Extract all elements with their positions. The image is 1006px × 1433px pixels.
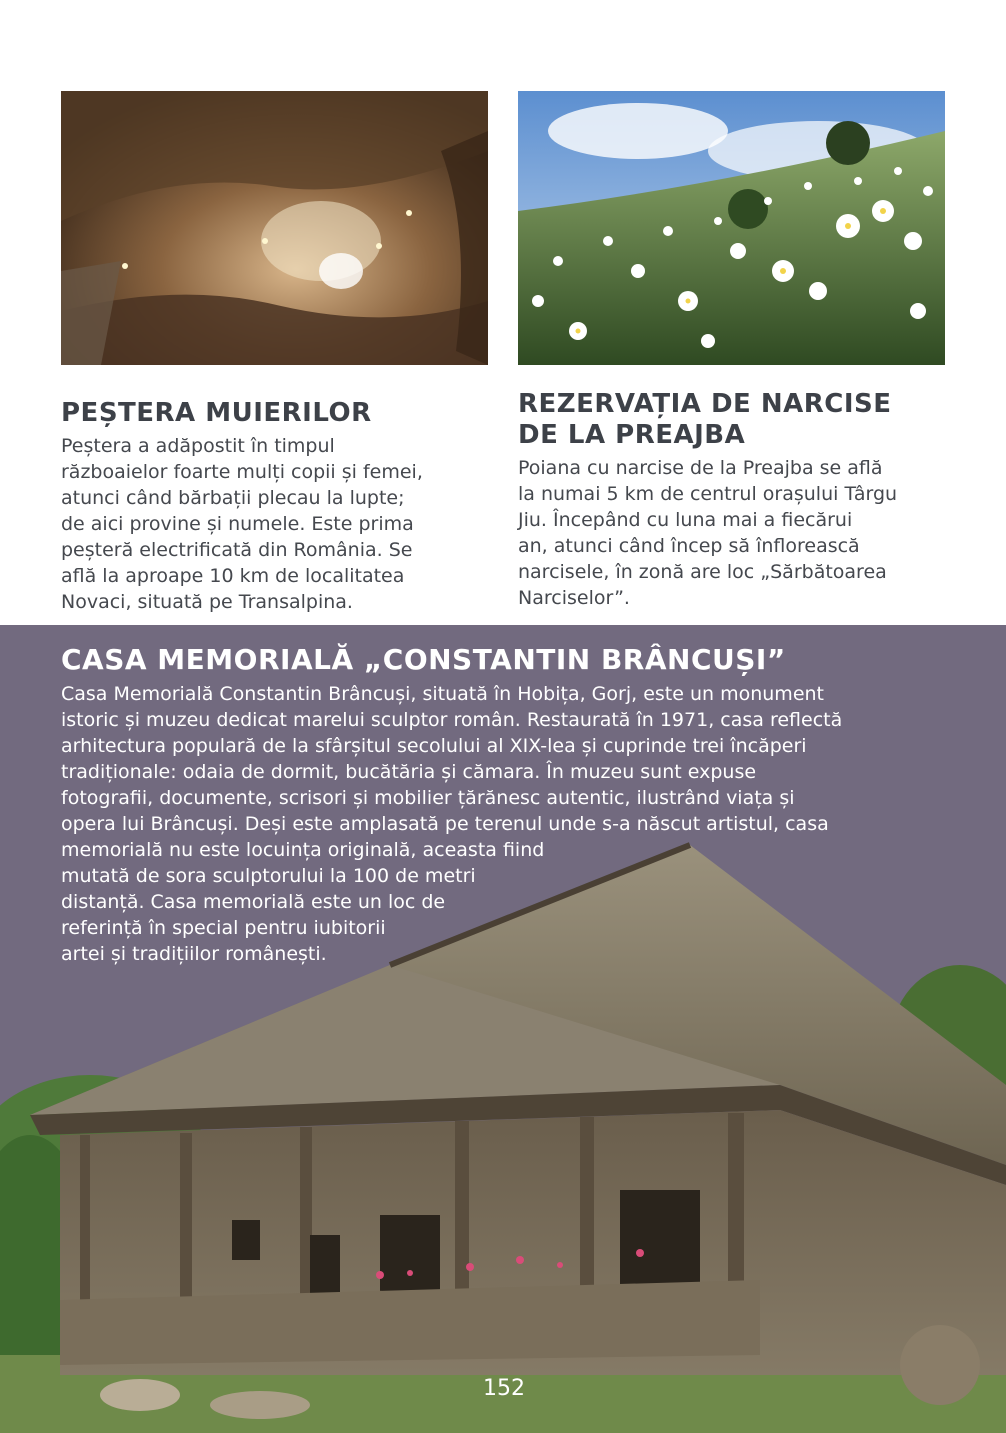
daffodil-text-line: an, atunci când încep să înflorească xyxy=(518,535,860,557)
daffodil-title-line: REZERVAȚIA DE NARCISE xyxy=(518,389,892,419)
daffodil-field-photo xyxy=(518,91,945,365)
daffodil-title xyxy=(518,389,958,451)
memorial-text-line: memorială nu este locuința originală, aceasta fiind xyxy=(61,839,545,861)
memorial-text-line: artei și tradițiilor românești. xyxy=(61,943,327,965)
memorial-text-line: Casa Memorială Constantin Brâncuși, situată în Hobița, Gorj, este un monument xyxy=(61,683,824,705)
cave-text-line: războaielor foarte mulți copii și femei, xyxy=(61,461,423,483)
cave-text-line: atunci când bărbații plecau la lupte; xyxy=(61,487,405,509)
daffodil-text-line: Poiana cu narcise de la Preajba se află xyxy=(518,457,883,479)
memorial-text-line: opera lui Brâncuși. Deși este amplasată pe terenul unde s-a născut artistul, casa xyxy=(61,813,829,835)
daffodil-text-line: la numai 5 km de centrul orașului Târgu xyxy=(518,483,898,505)
cave-text-line: Peștera a adăpostit în timpul xyxy=(61,435,335,457)
cave-text-line: de aici provine și numele. Este prima xyxy=(61,513,414,535)
cave-section xyxy=(61,398,491,615)
memorial-text-line: fotografii, documente, scrisori și mobilier țărănesc autentic, ilustrând viața și xyxy=(61,787,795,809)
cave-photo xyxy=(61,91,488,365)
cave-title: PEȘTERA MUIERILOR xyxy=(61,398,372,428)
daffodil-title-line: DE LA PREAJBA xyxy=(518,420,746,450)
memorial-text-line: arhitectura populară de la sfârșitul secolului al XIX-lea și cuprinde trei încăperi xyxy=(61,735,807,757)
cave-text-line: află la aproape 10 km de localitatea xyxy=(61,565,405,587)
memorial-band xyxy=(0,625,1006,1433)
memorial-title: CASA MEMORIALĂ „CONSTANTIN BRÂNCUȘI” xyxy=(61,643,786,676)
daffodil-text-line: Narciselor”. xyxy=(518,587,630,609)
cave-text-line: Novaci, situată pe Transalpina. xyxy=(61,591,353,613)
memorial-text-line: referință în special pentru iubitorii xyxy=(61,917,386,939)
page-number: 152 xyxy=(483,1376,525,1401)
daffodil-text-line: narcisele, în zonă are loc „Sărbătoarea xyxy=(518,561,887,583)
memorial-text-line: mutată de sora sculptorului la 100 de metri xyxy=(61,865,476,887)
memorial-text-line: istoric și muzeu dedicat marelui sculptor român. Restaurată în 1971, casa reflectă xyxy=(61,709,843,731)
memorial-text-line: tradiționale: odaia de dormit, bucătăria și cămara. În muzeu sunt expuse xyxy=(61,761,757,783)
memorial-text-line: distanță. Casa memorială este un loc de xyxy=(61,891,446,913)
daffodil-section xyxy=(518,389,958,611)
cave-text-line: peșteră electrificată din România. Se xyxy=(61,539,413,561)
daffodil-text-line: Jiu. Începând cu luna mai a fiecărui xyxy=(518,509,853,531)
